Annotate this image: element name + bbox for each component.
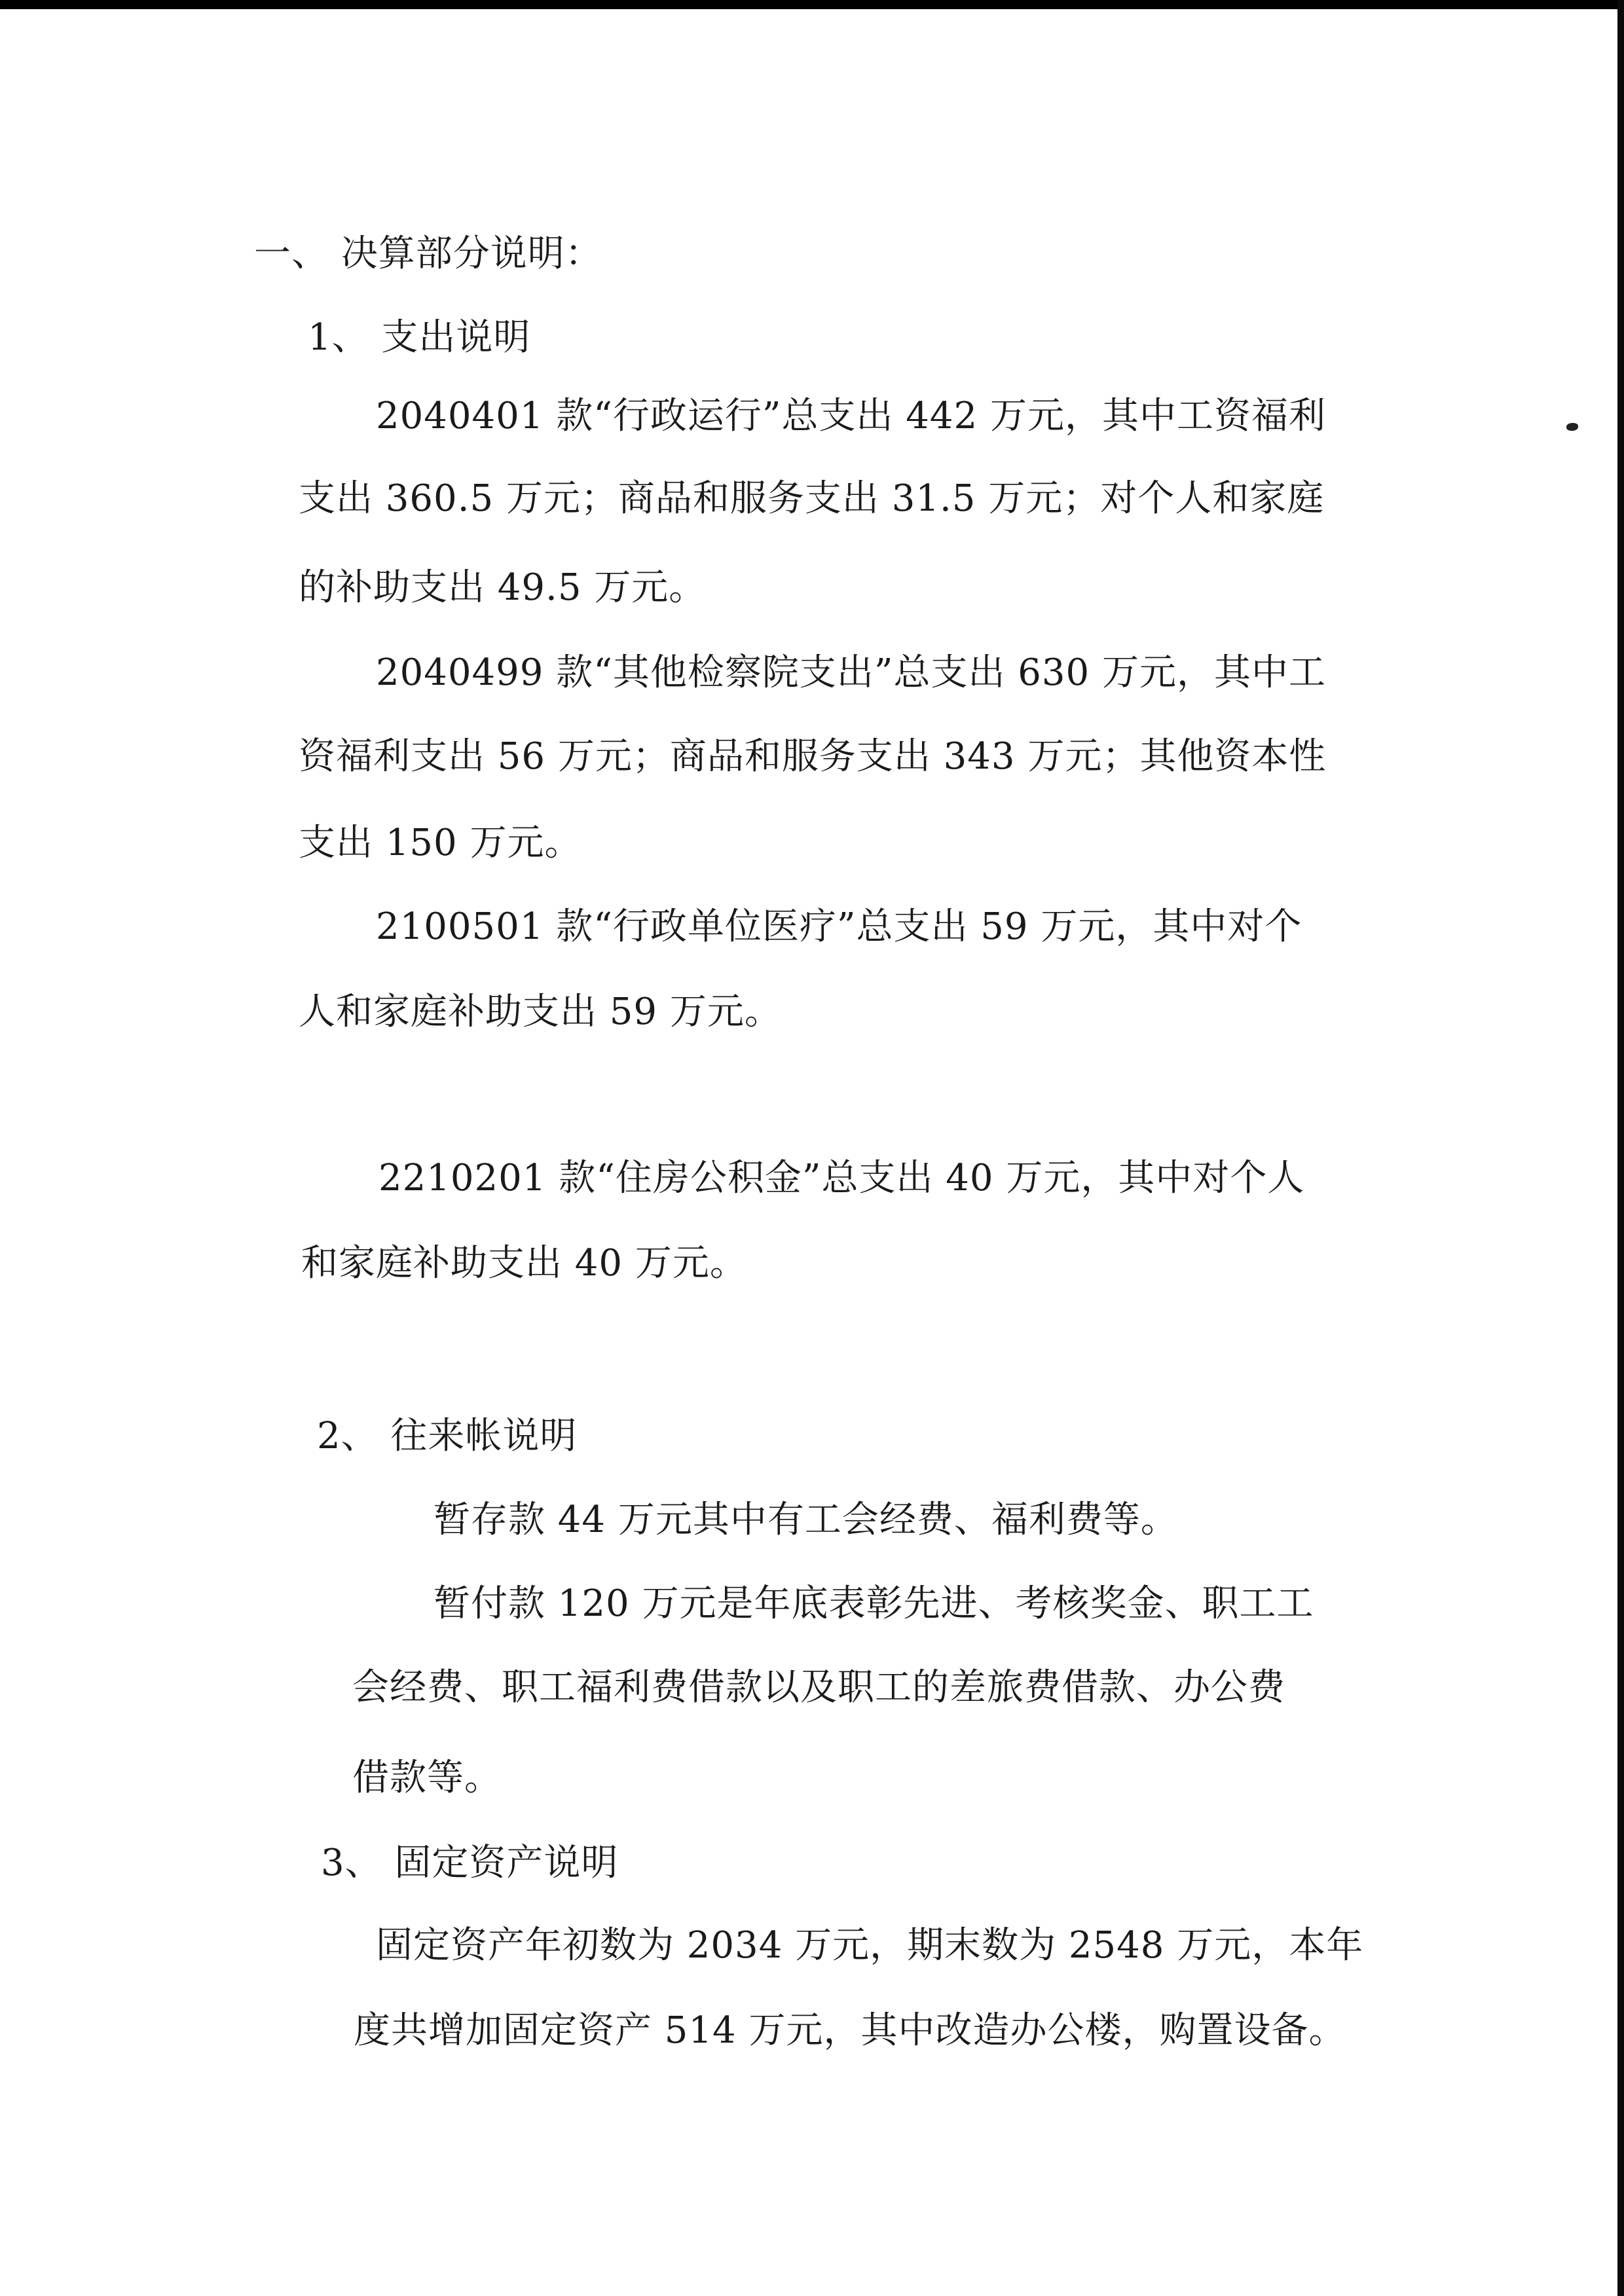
paragraph-line: 暂付款 120 万元是年底表彰先进、考核奖金、职工工	[434, 1582, 1314, 1625]
paragraph-line: 借款等。	[352, 1757, 502, 1799]
scan-border-right	[1617, 0, 1624, 2296]
subsection-heading-fixed-assets: 3、 固定资产说明	[321, 1842, 619, 1884]
paragraph-line: 度共增加固定资产 514 万元，其中改造办公楼，购置设备。	[354, 2009, 1346, 2052]
section-heading: 一、 决算部分说明：	[254, 232, 602, 275]
paragraph-line: 暂存款 44 万元其中有工会经费、福利费等。	[434, 1499, 1178, 1541]
paragraph-line: 和家庭补助支出 40 万元。	[301, 1242, 747, 1285]
scan-border-top	[0, 0, 1624, 9]
paragraph-line: 支出 360.5 万元；商品和服务支出 31.5 万元；对个人和家庭	[299, 477, 1325, 520]
paragraph-line: 人和家庭补助支出 59 万元。	[299, 991, 782, 1033]
paragraph-line: 2040499 款“其他检察院支出”总支出 630 万元，其中工	[376, 651, 1326, 694]
subsection-heading-expenditure: 1、 支出说明	[308, 316, 531, 359]
paragraph-line: 2210201 款“住房公积金”总支出 40 万元，其中对个人	[378, 1157, 1305, 1199]
paragraph-line: 会经费、职工福利费借款以及职工的差旅费借款、办公费	[352, 1666, 1285, 1709]
paragraph-line: 资福利支出 56 万元；商品和服务支出 343 万元；其他资本性	[299, 735, 1327, 778]
scan-speck	[1566, 423, 1578, 431]
paragraph-line: 2100501 款“行政单位医疗”总支出 59 万元，其中对个	[376, 905, 1302, 948]
paragraph-line: 支出 150 万元。	[299, 822, 582, 864]
paragraph-line: 的补助支出 49.5 万元。	[299, 566, 707, 609]
paragraph-line: 固定资产年初数为 2034 万元，期末数为 2548 万元，本年	[376, 1924, 1364, 1967]
subsection-heading-accounts: 2、 往来帐说明	[317, 1415, 578, 1457]
paragraph-line: 2040401 款“行政运行”总支出 442 万元，其中工资福利	[376, 395, 1326, 437]
